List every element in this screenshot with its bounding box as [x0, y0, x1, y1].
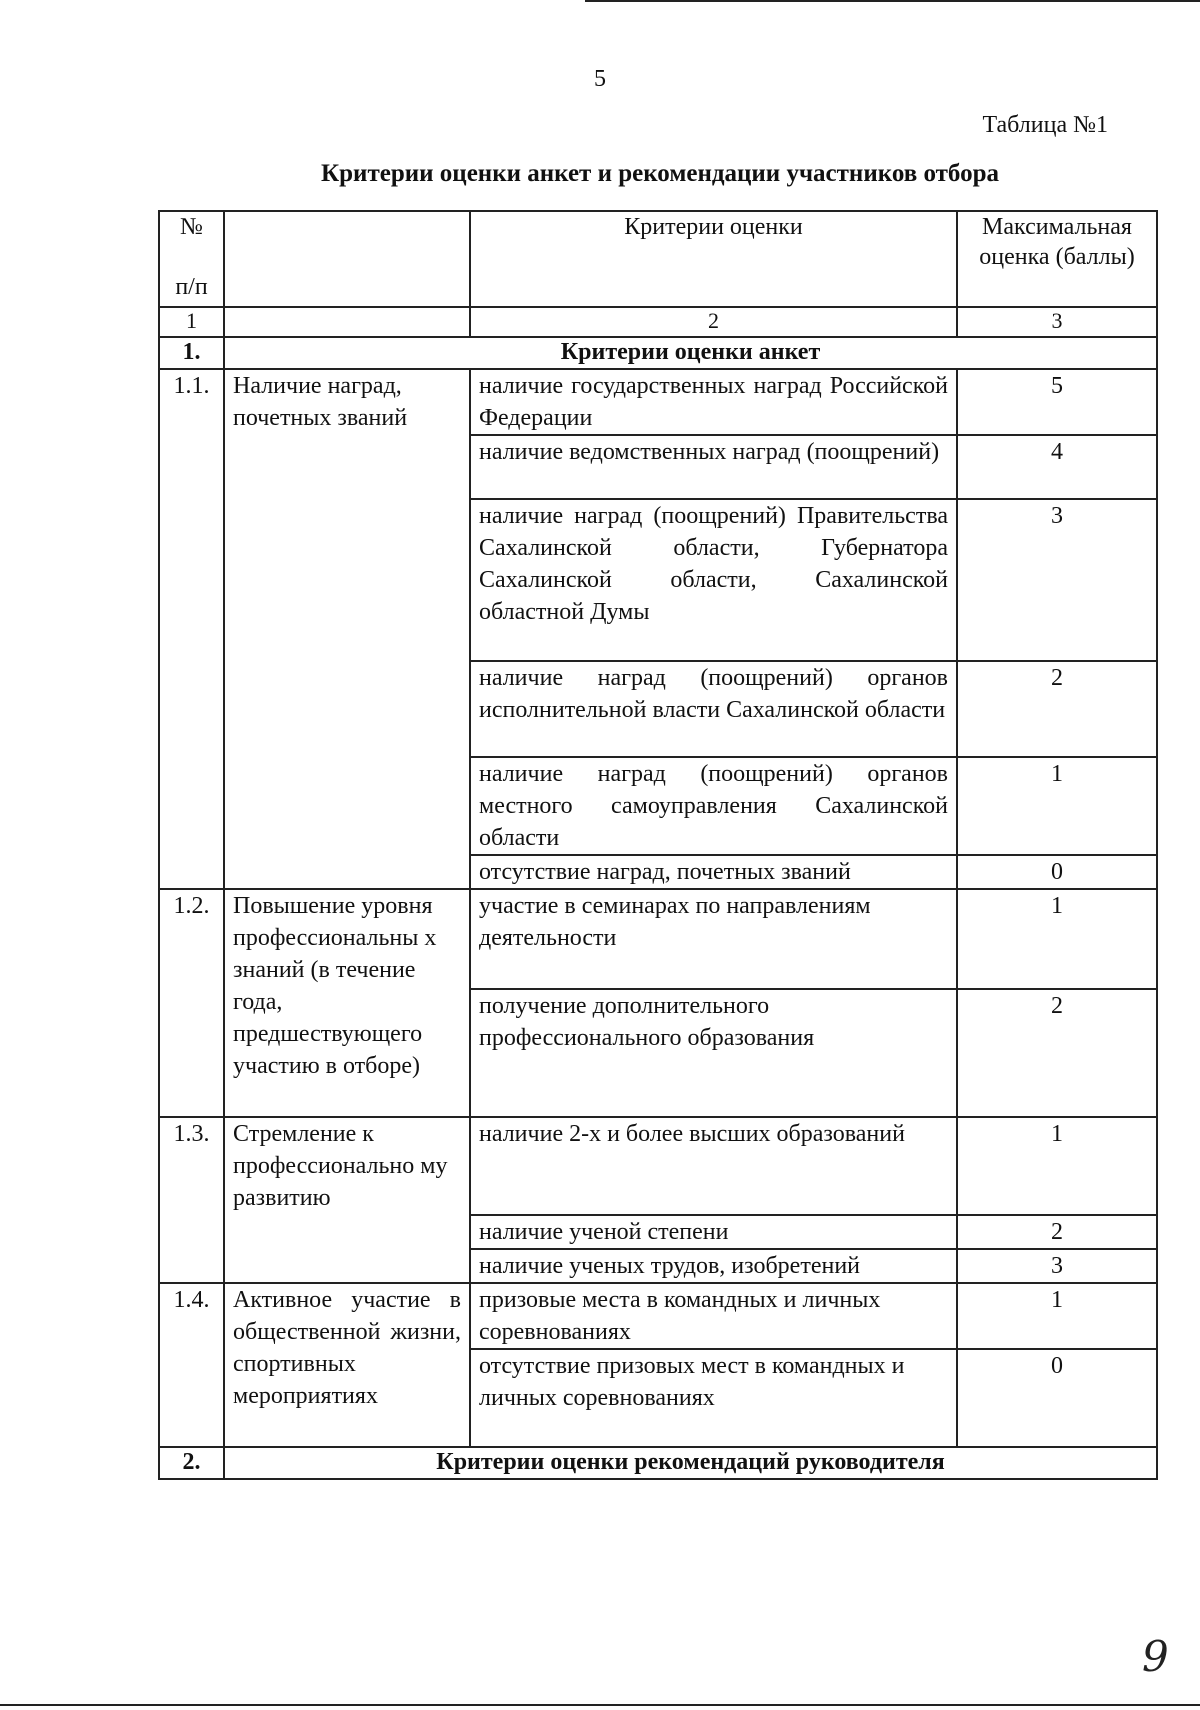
score-value: 3 — [957, 1249, 1157, 1283]
criterion-text: отсутствие наград, почетных званий — [470, 855, 957, 889]
table-header-row — [159, 211, 1157, 307]
table-label: Таблица №1 — [982, 112, 1108, 138]
group-name: Наличие наград, почетных званий — [224, 369, 470, 889]
table-row — [159, 1283, 1157, 1349]
scan-edge-line — [0, 1704, 1200, 1706]
criterion-text: наличие ученой степени — [470, 1215, 957, 1249]
group-number: 1.1. — [159, 369, 224, 889]
table-row — [159, 369, 1157, 435]
score-value: 1 — [957, 1283, 1157, 1349]
section-title: Критерии оценки анкет — [224, 337, 1157, 369]
criterion-text: призовые места в командных и личных соревнованиях — [470, 1283, 957, 1349]
criterion-text: получение дополнительного профессионального образования — [470, 989, 957, 1117]
score-value: 2 — [957, 989, 1157, 1117]
score-value: 0 — [957, 1349, 1157, 1447]
criterion-text: наличие ученых трудов, изобретений — [470, 1249, 957, 1283]
column-number: 2 — [470, 307, 957, 337]
header-max-score: Максимальная оценка (баллы) — [957, 211, 1157, 307]
handwritten-page-number: 9 — [1142, 1632, 1169, 1681]
column-number: 1 — [159, 307, 224, 337]
page-number: 5 — [594, 66, 606, 92]
score-value: 2 — [957, 1215, 1157, 1249]
criterion-text: наличие наград (поощрений) органов исполнительной власти Сахалинской области — [470, 661, 957, 757]
section-row — [159, 337, 1157, 369]
scan-edge-line — [585, 0, 1200, 2]
criterion-text: участие в семинарах по направлениям деятельности — [470, 889, 957, 989]
group-name: Активное участие в общественной жизни, спортивных мероприятиях — [224, 1283, 470, 1447]
table-row — [159, 1117, 1157, 1215]
score-value: 1 — [957, 757, 1157, 855]
document-title: Критерии оценки анкет и рекомендации участников отбора — [321, 160, 999, 187]
criterion-text: отсутствие призовых мест в командных и личных соревнованиях — [470, 1349, 957, 1447]
score-value: 0 — [957, 855, 1157, 889]
header-num-cell — [159, 211, 224, 307]
score-value: 1 — [957, 889, 1157, 989]
group-number: 1.2. — [159, 889, 224, 1117]
section-title: Критерии оценки рекомендаций руководителя — [224, 1447, 1157, 1479]
score-value: 5 — [957, 369, 1157, 435]
score-value: 3 — [957, 499, 1157, 661]
column-number: 3 — [957, 307, 1157, 337]
header-criteria: Критерии оценки — [470, 211, 957, 307]
criterion-text: наличие государственных наград Российской Федерации — [470, 369, 957, 435]
group-name: Повышение уровня профессиональны х знаний (в течение года, предшествующего участию в отборе) — [224, 889, 470, 1117]
header-num: № п/п — [175, 214, 208, 300]
score-value: 2 — [957, 661, 1157, 757]
group-number: 1.4. — [159, 1283, 224, 1447]
criterion-text: наличие наград (поощрений) Правительства Сахалинской области, Губернатора Сахалинской области, Сахалинской областной Думы — [470, 499, 957, 661]
section-row — [159, 1447, 1157, 1479]
table-row — [159, 889, 1157, 989]
group-number: 1.3. — [159, 1117, 224, 1283]
criterion-text: наличие наград (поощрений) органов местного самоуправления Сахалинской области — [470, 757, 957, 855]
criterion-text: наличие ведомственных наград (поощрений) — [470, 435, 957, 499]
section-number: 1. — [159, 337, 224, 369]
criteria-table — [158, 210, 1158, 1480]
column-number-row — [159, 307, 1157, 337]
section-number: 2. — [159, 1447, 224, 1479]
score-value: 4 — [957, 435, 1157, 499]
header-empty-cell — [224, 211, 470, 307]
group-name: Стремление к профессионально му развитию — [224, 1117, 470, 1283]
column-number-empty — [224, 307, 470, 337]
criterion-text: наличие 2-х и более высших образований — [470, 1117, 957, 1215]
score-value: 1 — [957, 1117, 1157, 1215]
